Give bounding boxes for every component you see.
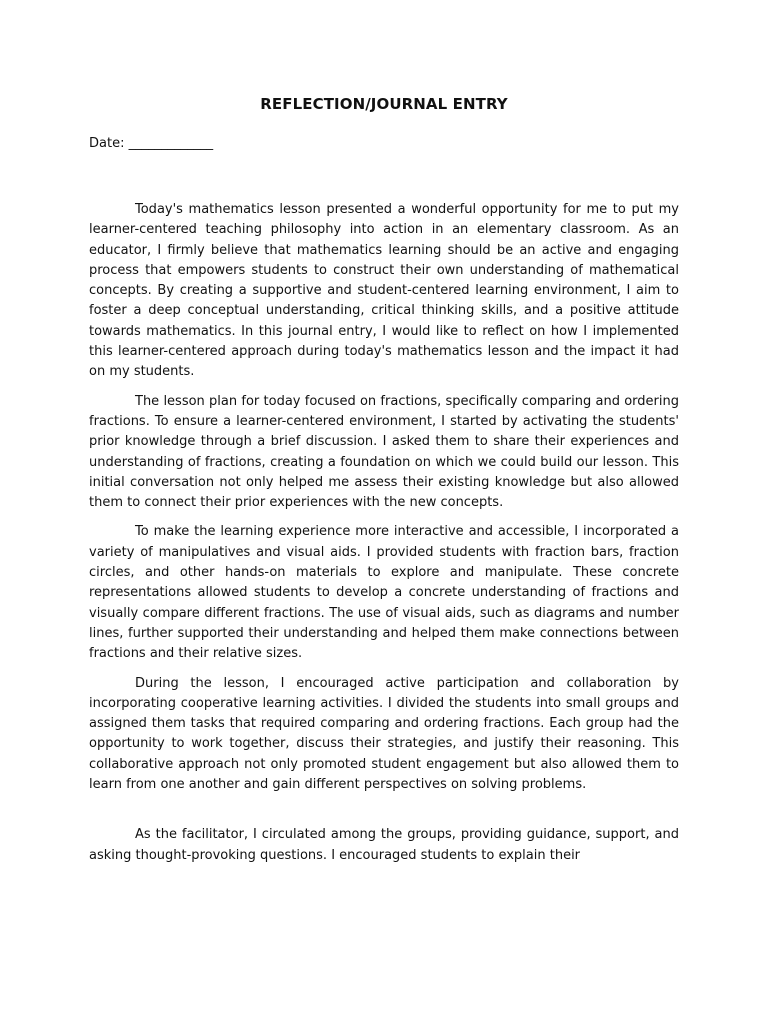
document-body: [89, 200, 679, 866]
paragraph-manipulatives: To make the learning experience more interactive and accessible, I incorporated a variety of manipulatives and visual aids. I provided students with fraction bars, fraction circles, and other hands-on materials to explore and manipulate. These concrete representations allowed students to develop a concrete understanding of fractions and visually compare different fractions. The use of visual aids, such as diagrams and number lines, further supported their understanding and helped them make connections between fractions and their relative sizes.: [89, 524, 679, 662]
paragraph-facilitator: As the facilitator, I circulated among the groups, providing guidance, support, and asking thought-provoking questions. I encouraged students to explain their: [89, 827, 679, 863]
document-title: REFLECTION/JOURNAL ENTRY: [260, 95, 508, 113]
paragraph-lesson-plan: The lesson plan for today focused on fractions, specifically comparing and ordering fractions. To ensure a learner-centered environment, I started by activating the students' prior knowledge through a brief discussion. I asked them to share their experiences and understanding of fractions, creating a foundation on which we could build our lesson. This initial conversation not only helped me assess their existing knowledge but also allowed them to connect their prior experiences with the new concepts.: [89, 393, 679, 511]
date-field: Date: _____________: [89, 136, 214, 151]
paragraph-collaboration: During the lesson, I encouraged active participation and collaboration by incorporating cooperative learning activities. I divided the students into small groups and assigned them tasks that required comparing and ordering fractions. Each group had the opportunity to work together, discuss their strategies, and justify their reasoning. This collaborative approach not only promoted student engagement but also allowed them to learn from one another and gain different perspectives on solving problems.: [89, 675, 679, 793]
paragraph-intro: Today's mathematics lesson presented a wonderful opportunity for me to put my learner-centered teaching philosophy into action in an elementary classroom. As an educator, I firmly believe that mathematics learning should be an active and engaging process that empowers students to construct their own understanding of mathematical concepts. By creating a supportive and student-centered learning environment, I aim to foster a deep conceptual understanding, critical thinking skills, and a positive attitude towards mathematics. In this journal entry, I would like to reflect on how I implemented this learner-centered approach during today's mathematics lesson and the impact it had on my students.: [89, 202, 679, 380]
